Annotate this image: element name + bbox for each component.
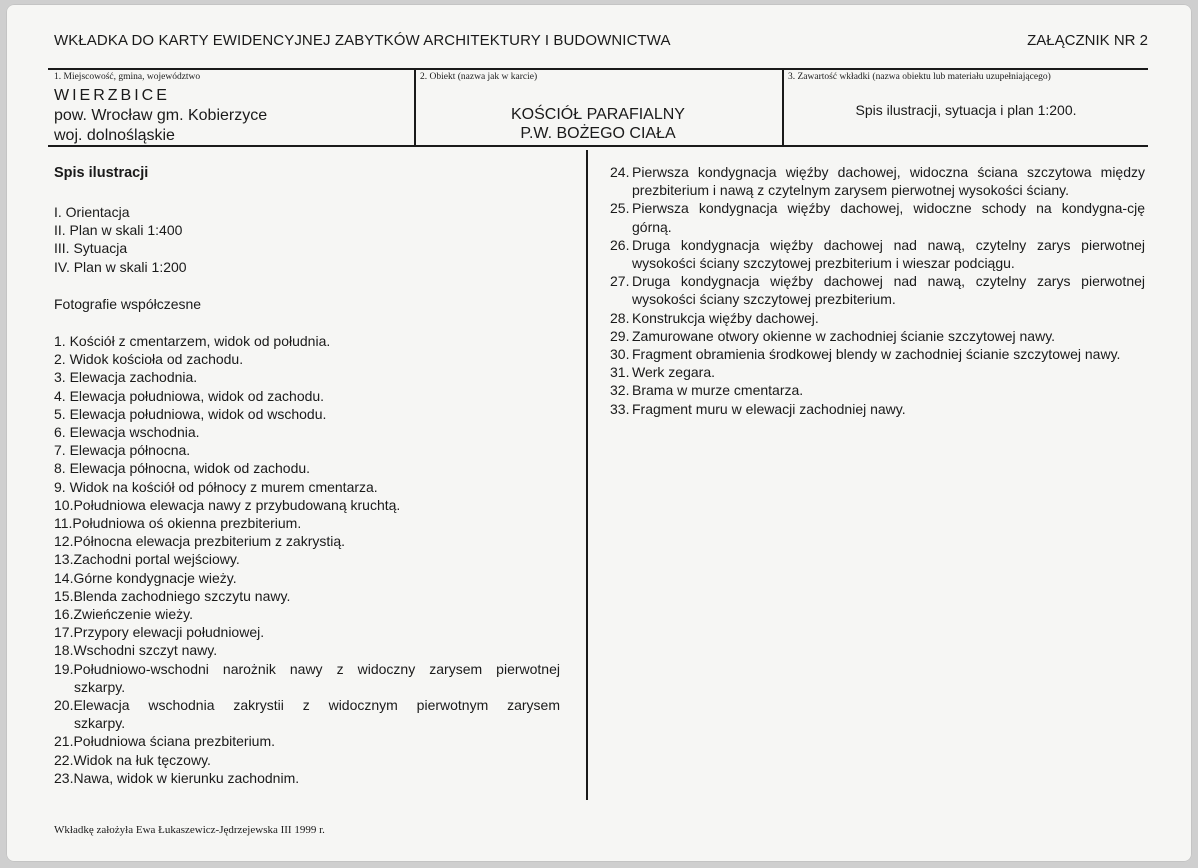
item-text: Konstrukcja więźby dachowej. (632, 309, 819, 326)
list-item: 3. Elewacja zachodnia. (54, 369, 198, 386)
list-item (610, 363, 1145, 381)
list-item (610, 345, 1145, 363)
list-item: 19.Południowo-wschodni narożnik nawy z widoczny zarysem pierwotnej (54, 660, 560, 677)
item-text: Druga kondygnacja więźby dachowej nad nawą, czytelny zarys pierwotnej wysokości ściany szczytowej prezbiterium i wieszar podciągu. (632, 236, 1145, 272)
item-number: 28. (610, 309, 630, 326)
item-number: 27. (610, 273, 630, 290)
list-item (610, 309, 1145, 327)
insert-content: Spis ilustracji, sytuacja i plan 1:200. (855, 102, 1077, 118)
field-1-label: 1. Miejscowość, gmina, województwo (54, 72, 201, 82)
photos-heading: Fotografie współczesne (54, 296, 202, 312)
list-item: 15.Blenda zachodniego szczytu nawy. (54, 587, 291, 604)
item-text: Brama w murze cmentarza. (632, 382, 804, 399)
item-text: Pierwsza kondygnacja więźby dachowej, widoczna ściana szczytowa między prezbiterium i nawą z czytelnym zarysem pierwotnej wysokości ściany. (632, 164, 1145, 199)
locality: WIERZBICE (54, 87, 170, 104)
document-title: WKŁADKA DO KARTY EWIDENCYJNEJ ZABYTKÓW ARCHITEKTURY I BUDOWNICTWA (54, 32, 671, 49)
list-item: szkarpy. (74, 715, 126, 732)
list-item: 14.Górne kondygnacje wieży. (54, 569, 237, 586)
photo-list-right (610, 163, 1145, 418)
item-text: Pierwsza kondygnacja więźby dachowej, widoczne schody na kondygna-cję górną. (632, 200, 1145, 235)
table-top-rule (48, 68, 1148, 70)
item-text: Zamurowane otwory okienne w zachodniej ścianie szczytowej nawy. (632, 327, 1056, 344)
list-item (610, 272, 1145, 308)
item-number: 32. (610, 382, 630, 399)
list-item: 6. Elewacja wschodnia. (54, 424, 200, 441)
item-number: 29. (610, 327, 630, 344)
list-item: 17.Przypory elewacji południowej. (54, 624, 265, 641)
list-item: 18.Wschodni szczyt nawy. (54, 642, 218, 659)
list-item: 10.Południowa elewacja nawy z przybudowaną kruchtą. (54, 496, 401, 513)
list-item: 23.Nawa, widok w kierunku zachodnim. (54, 769, 300, 786)
photo-list-left (54, 332, 560, 787)
item-number: 26. (610, 236, 630, 253)
field-3-label: 3. Zawartość wkładki (nazwa obiektu lub materiału uzupełniającego) (788, 72, 1051, 82)
list-item: 12.Północna elewacja prezbiterium z zakrystią. (54, 533, 346, 550)
list-item: 11.Południowa oś okienna prezbiterium. (54, 515, 302, 532)
list-item: 16.Zwieńczenie wieży. (54, 606, 194, 623)
item-number: 30. (610, 346, 630, 363)
voivodeship: woj. dolnośląskie (54, 127, 175, 144)
list-item (610, 163, 1145, 199)
list-item (610, 199, 1145, 235)
item-number: 24. (610, 164, 630, 180)
list-item: 21.Południowa ściana prezbiterium. (54, 733, 276, 750)
annex-number: ZAŁĄCZNIK NR 2 (1027, 32, 1148, 49)
list-item: 8. Elewacja północna, widok od zachodu. (54, 460, 311, 477)
section-plan-200: IV. Plan w skali 1:200 (54, 259, 187, 275)
object-name-line1: KOŚCIÓŁ PARAFIALNY (511, 106, 685, 123)
list-item: 22.Widok na łuk tęczowy. (54, 751, 211, 768)
item-text: Fragment obramienia środkowej blendy w zachodniej ścianie szczytowej nawy. (632, 346, 1121, 363)
section-situation: III. Sytuacja (54, 240, 128, 256)
list-item: 9. Widok na kościół od północy z murem cmentarza. (54, 478, 378, 495)
object-name-line2: P.W. BOŻEGO CIAŁA (520, 125, 676, 142)
list-item: 1. Kościół z cmentarzem, widok od południa. (54, 333, 331, 349)
list-item: 2. Widok kościoła od zachodu. (54, 351, 244, 368)
county-commune: pow. Wrocław gm. Kobierzyce (54, 107, 268, 124)
table-bottom-rule (48, 145, 1148, 147)
list-item: szkarpy. (74, 678, 126, 695)
list-item: 5. Elewacja południowa, widok od wschodu. (54, 405, 327, 422)
list-item: 7. Elewacja północna. (54, 442, 191, 459)
list-item (610, 327, 1145, 345)
list-heading: Spis ilustracji (54, 165, 149, 181)
item-number: 25. (610, 200, 630, 217)
item-text: Werk zegara. (632, 364, 715, 381)
item-number: 33. (610, 400, 630, 417)
list-item (610, 236, 1145, 272)
section-plan-400: II. Plan w skali 1:400 (54, 222, 183, 238)
field-2-label: 2. Obiekt (nazwa jak w karcie) (420, 72, 538, 82)
list-item: 13.Zachodni portal wejściowy. (54, 551, 240, 568)
item-number: 31. (610, 364, 630, 381)
column-divider (586, 150, 588, 800)
item-text: Druga kondygnacja więźby dachowej nad nawą, czytelny zarys pierwotnej wysokości ściany szczytowej prezbiterium. (632, 273, 1145, 308)
list-item: 4. Elewacja południowa, widok od zachodu. (54, 387, 325, 404)
list-item (610, 381, 1145, 399)
section-orientation: I. Orientacja (54, 204, 130, 220)
list-item (610, 400, 1145, 418)
author-note: Wkładkę założyła Ewa Łukaszewicz-Jędrzejewska III 1999 r. (54, 824, 325, 836)
list-item: 20.Elewacja wschodnia zakrystii z widocznym pierwotnym zarysem (54, 697, 560, 714)
item-text: Fragment muru w elewacji zachodniej nawy. (632, 400, 906, 417)
